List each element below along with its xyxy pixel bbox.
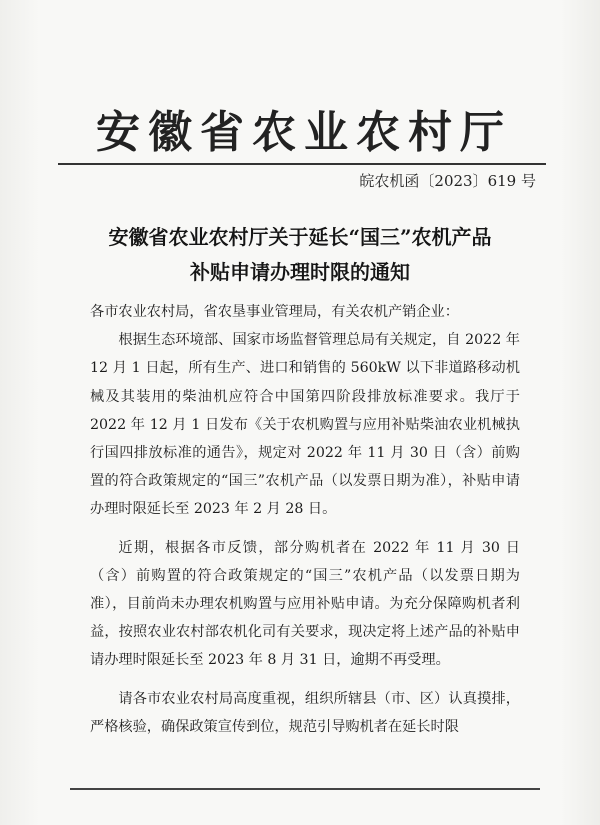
paragraph-1: 根据生态环境部、国家市场监督管理总局有关规定，自 2022 年 12 月 1 日起，所有生产、进口和销售的 560kW 以下非道路移动机械及其装用的柴油机应符合中国第四阶段排放标准要求。我厅于 2022 年 12 月 1 日发布《关于农机购置与应用补贴柴油农业机械执行国四排放标准的通告》，规定对 2022 年 11 月 30 日（含）前购置的符合政策规定的“国三”农机产品（以发票日期为准），补贴申请办理时限延长至 2023 年 2 月 28 日。 [90, 332, 520, 518]
paragraph-2: 近期，根据各市反馈，部分购机者在 2022 年 11 月 30 日（含）前购置的符合政策规定的“国三”农机产品（以发票日期为准），目前尚未办理农机购置与应用补贴申请。为充分保障购机者利益，按照农业农村部农机化司有关要求，现决定将上述产品的补贴申请办理时限延长至 2023 年 8 月 31 日，逾期不再受理。 [90, 539, 520, 669]
org-letterhead-title: 安徽省农业农村厅 [96, 107, 512, 158]
salutation: 各市农业农村局，省农垦事业管理局，有关农机产销企业： [90, 304, 459, 320]
document-number: 皖农机函〔2023〕619 号 [359, 172, 536, 190]
letterhead-divider [58, 163, 546, 165]
notice-body [90, 298, 520, 741]
notice-title-line-1: 安徽省农业农村厅关于延长“国三”农机产品 [108, 225, 492, 249]
paragraph-3: 请各市农业农村局高度重视，组织所辖县（市、区）认真摸排，严格核验，确保政策宣传到位，规范引导购机者在延长时限 [90, 690, 520, 735]
footer-divider [70, 788, 540, 790]
notice-title [30, 220, 570, 290]
notice-title-line-2: 补贴申请办理时限的通知 [190, 260, 410, 284]
